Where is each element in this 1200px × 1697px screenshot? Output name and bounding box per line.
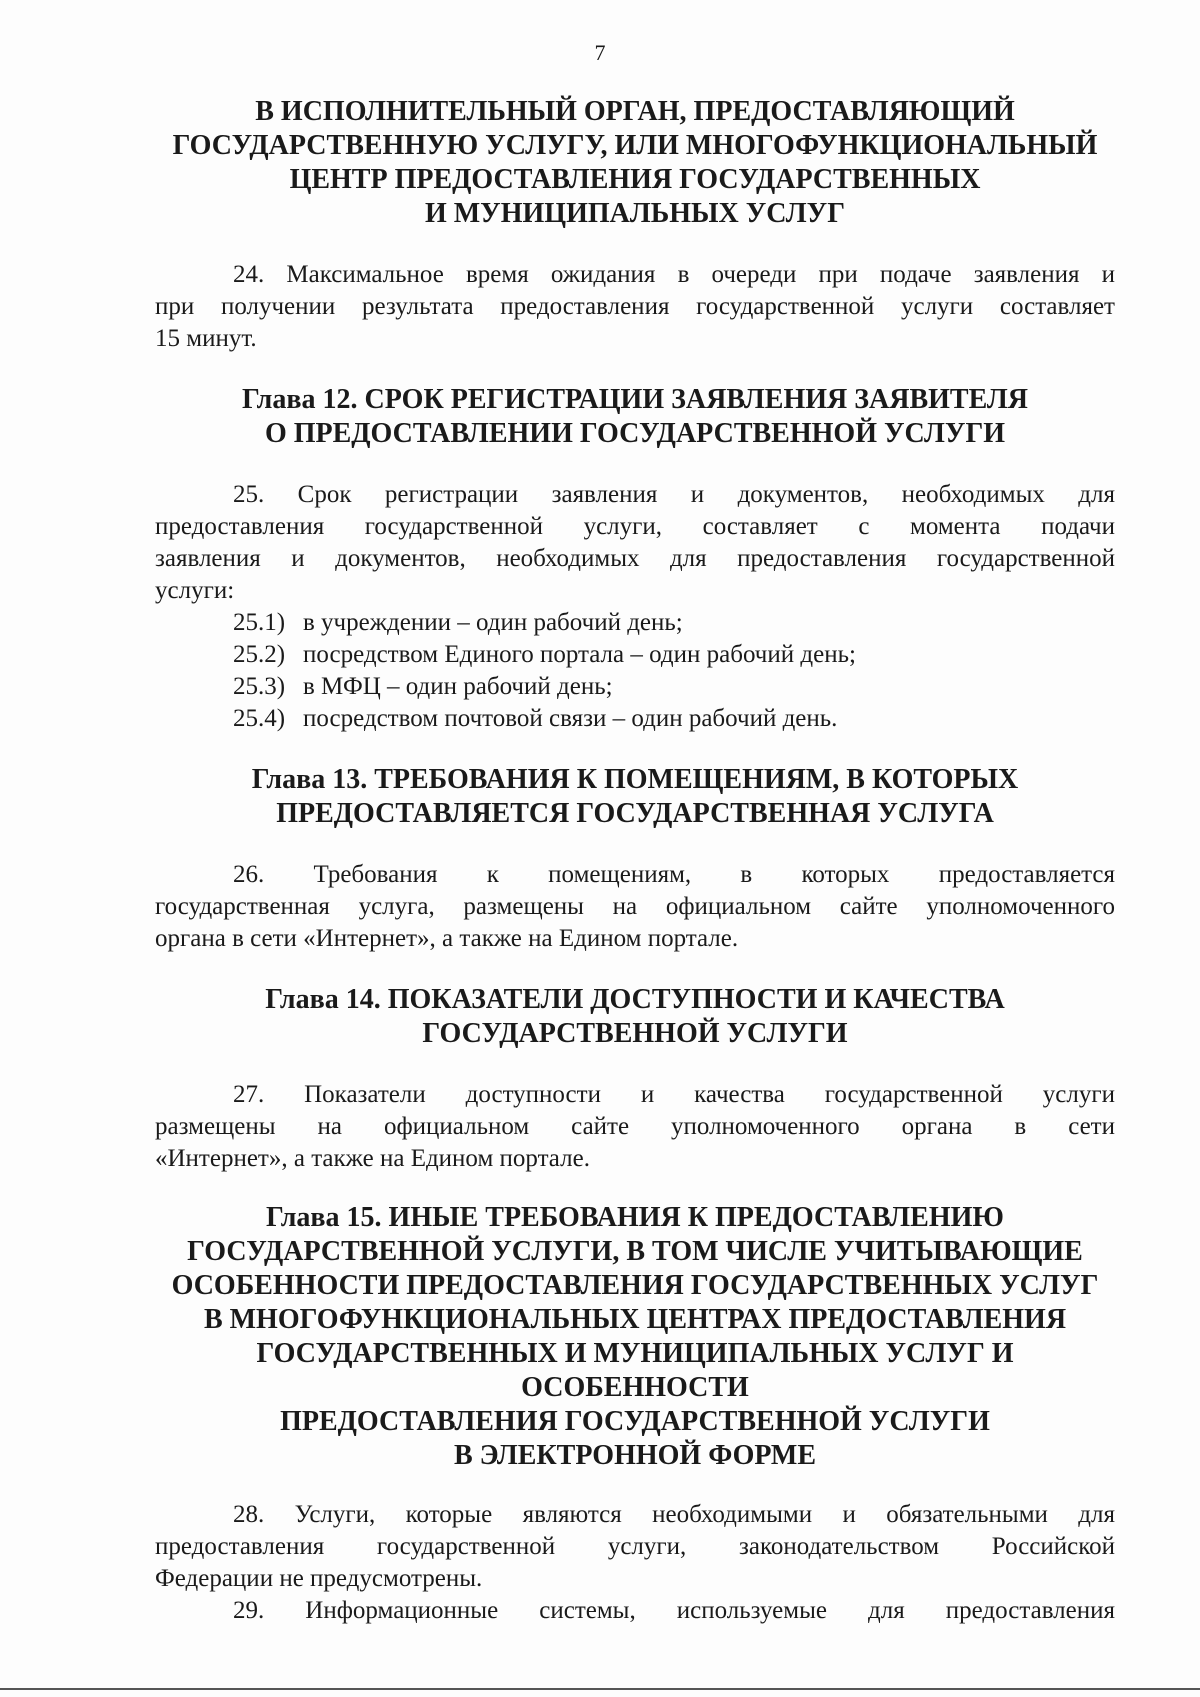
heading-intro [155,95,1115,231]
spacer [155,1473,1115,1499]
spacer [155,831,1115,859]
paragraph-line: Федерации не предусмотрены. [155,1565,483,1592]
paragraph-24 [155,259,1115,355]
list-item-number: 25.3) [233,673,286,700]
paragraph-line: государственная услуга, размещены на официальном сайте уполномоченного [155,893,1115,920]
chapter-15-heading [155,1201,1115,1473]
heading-line: ГОСУДАРСТВЕННОЙ УСЛУГИ [422,1018,848,1049]
paragraph-line: 26. Требования к помещениям, в которых предоставляется [233,861,1115,888]
paragraph-25-list [155,607,1115,735]
page-number: 7 [594,40,606,65]
heading-line: Глава 13. ТРЕБОВАНИЯ К ПОМЕЩЕНИЯМ, В КОТОРЫХ [251,764,1019,795]
chapter-14-heading [155,983,1115,1051]
list-item-number: 25.4) [233,705,286,732]
heading-line: ГОСУДАРСТВЕННУЮ УСЛУГУ, ИЛИ МНОГОФУНКЦИОНАЛЬНЫЙ [172,130,1098,161]
spacer [155,355,1115,383]
paragraph-28 [155,1499,1115,1595]
paragraph-line: при получении результата предоставления государственной услуги составляет [155,293,1115,320]
list-item-text: посредством Единого портала – один рабочий день; [303,641,856,668]
list-item [155,703,1115,735]
paragraph-line: 15 минут. [155,325,257,352]
spacer [155,1175,1115,1201]
heading-line: В МНОГОФУНКЦИОНАЛЬНЫХ ЦЕНТРАХ ПРЕДОСТАВЛЕНИЯ [203,1304,1067,1335]
list-item-number: 25.1) [233,609,286,636]
paragraph-line: 25. Срок регистрации заявления и документов, необходимых для [233,481,1115,508]
chapter-13-heading [155,763,1115,831]
list-item-text: в МФЦ – один рабочий день; [303,673,613,700]
paragraph-line: 27. Показатели доступности и качества государственной услуги [233,1081,1115,1108]
heading-line: Глава 12. СРОК РЕГИСТРАЦИИ ЗАЯВЛЕНИЯ ЗАЯВИТЕЛЯ [242,384,1028,415]
spacer [155,1051,1115,1079]
chapter-12-heading [155,383,1115,451]
heading-line: В ИСПОЛНИТЕЛЬНЫЙ ОРГАН, ПРЕДОСТАВЛЯЮЩИЙ [255,96,1015,127]
heading-line: ОСОБЕННОСТИ ПРЕДОСТАВЛЕНИЯ ГОСУДАРСТВЕННЫХ УСЛУГ [171,1270,1099,1301]
list-item-number: 25.2) [233,641,286,668]
heading-line: И МУНИЦИПАЛЬНЫХ УСЛУГ [424,198,846,229]
heading-line: ГОСУДАРСТВЕННЫХ И МУНИЦИПАЛЬНЫХ УСЛУГ И ОСОБЕННОСТИ [256,1338,1014,1403]
paragraph-line: 24. Максимальное время ожидания в очереди при подаче заявления и [233,261,1115,288]
paragraph-line: размещены на официальном сайте уполномоченного органа в сети [155,1113,1115,1140]
list-item-text: посредством почтовой связи – один рабочий день. [303,705,838,732]
heading-line: ПРЕДОСТАВЛЕНИЯ ГОСУДАРСТВЕННОЙ УСЛУГИ [280,1406,990,1437]
spacer [155,735,1115,763]
paragraph-line: «Интернет», а также на Едином портале. [155,1145,590,1172]
paragraph-line: заявления и документов, необходимых для предоставления государственной [155,545,1115,572]
list-item [155,607,1115,639]
spacer [155,955,1115,983]
heading-line: ПРЕДОСТАВЛЯЕТСЯ ГОСУДАРСТВЕННАЯ УСЛУГА [276,798,994,829]
heading-line: О ПРЕДОСТАВЛЕНИИ ГОСУДАРСТВЕННОЙ УСЛУГИ [264,418,1006,449]
heading-line: ЦЕНТР ПРЕДОСТАВЛЕНИЯ ГОСУДАРСТВЕННЫХ [289,164,981,195]
list-item [155,671,1115,703]
paragraph-line: предоставления государственной услуги, законодательством Российской [155,1533,1115,1560]
list-item [155,639,1115,671]
paragraph-27 [155,1079,1115,1175]
spacer [155,231,1115,259]
paragraph-25 [155,479,1115,607]
paragraph-line: 29. Информационные системы, используемые для предоставления [233,1597,1115,1624]
heading-line: Глава 14. ПОКАЗАТЕЛИ ДОСТУПНОСТИ И КАЧЕСТВА [265,984,1005,1015]
paragraph-26 [155,859,1115,955]
paragraph-line: органа в сети «Интернет», а также на Едином портале. [155,925,739,952]
paragraph-line: услуги: [155,577,235,604]
page-content [155,95,1115,1627]
heading-line: Глава 15. ИНЫЕ ТРЕБОВАНИЯ К ПРЕДОСТАВЛЕНИЮ [266,1202,1004,1233]
spacer [155,451,1115,479]
paragraph-line: 28. Услуги, которые являются необходимыми и обязательными для [233,1501,1115,1528]
paragraph-line: предоставления государственной услуги, составляет с момента подачи [155,513,1115,540]
list-item-text: в учреждении – один рабочий день; [303,609,683,636]
heading-line: В ЭЛЕКТРОННОЙ ФОРМЕ [453,1440,817,1471]
scan-bottom-edge [0,1688,1200,1690]
paragraph-29 [155,1595,1115,1627]
heading-line: ГОСУДАРСТВЕННОЙ УСЛУГИ, В ТОМ ЧИСЛЕ УЧИТЫВАЮЩИЕ [187,1236,1083,1267]
